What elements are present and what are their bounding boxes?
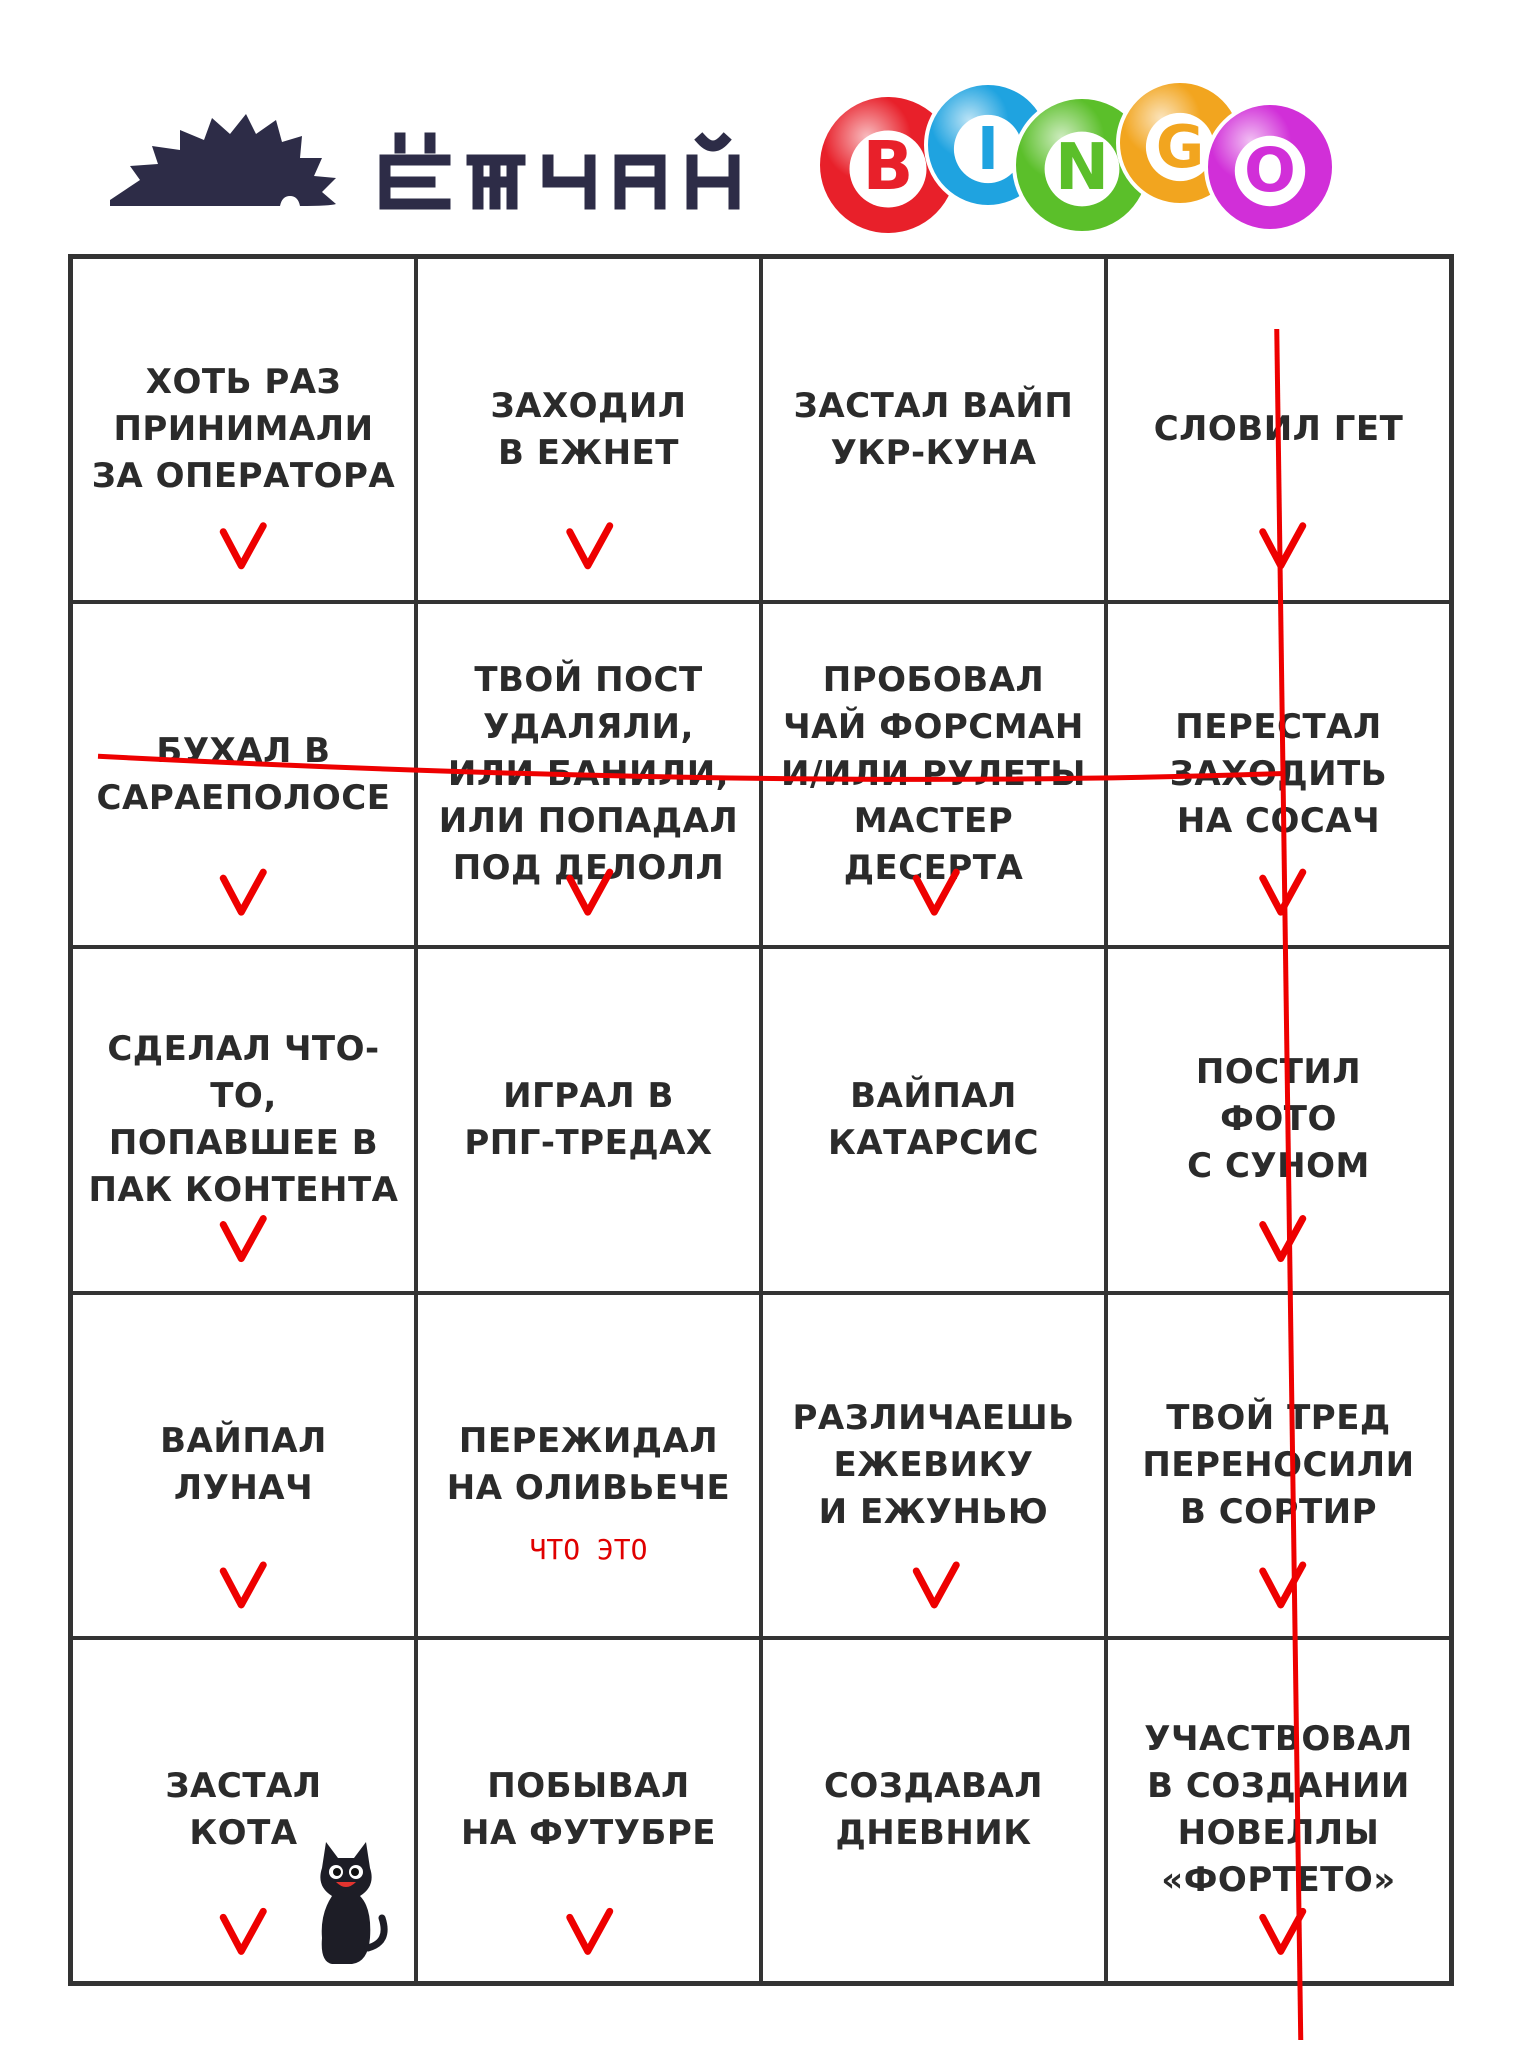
bingo-cell [1106,1638,1451,1983]
cell-text: ВАЙПАЛ КАТАРСИС [828,1075,1039,1163]
bingo-letter: B [862,127,914,205]
bingo-ball-o [1206,103,1334,231]
header [0,0,1522,250]
bingo-cell [416,1293,761,1638]
cell-text: ТВОЙ ТРЕД ПЕРЕНОСИЛИ В СОРТИР [1142,1397,1415,1532]
cell-text: БУХАЛ В САРАЕПОЛОСЕ [96,730,391,818]
cell-text: СДЕЛАЛ ЧТО-ТО, ПОПАВШЕЕ В ПАК КОНТЕНТА [88,1028,399,1210]
bingo-cell [71,602,416,947]
logo-wordmark [385,138,734,204]
cell-text: ВАЙПАЛ ЛУНАЧ [160,1421,327,1509]
hedgehog-icon [110,114,336,206]
bingo-cell [1106,602,1451,947]
cell-text: РАЗЛИЧАЕШЬ ЕЖЕВИКУ И ЕЖУНЬЮ [792,1397,1075,1532]
cell-text: ТВОЙ ПОСТ УДАЛЯЛИ, ИЛИ БАНИЛИ, ИЛИ ПОПАДАЛ ПОД ДЕЛОЛЛ [438,660,739,889]
cell-text: ПОБЫВАЛ НА ФУТУБРЕ [460,1766,716,1854]
bingo-cell [1106,947,1451,1292]
bingo-cell [416,947,761,1292]
cell-text: ХОТЬ РАЗ ПРИНИМАЛИ ЗА ОПЕРАТОРА [91,362,396,497]
bingo-cell [1106,257,1451,602]
bingo-cell [761,257,1106,602]
bingo-letter: N [1054,130,1110,205]
cell-text: СОЗДАВАЛ ДНЕВНИК [823,1766,1044,1854]
bingo-cell [416,1638,761,1983]
cell-text: УЧАСТВОВАЛ В СОЗДАНИИ НОВЕЛЛЫ «ФОРТЕТО» [1144,1719,1413,1901]
bingo-cell [71,1293,416,1638]
black-cat-sticker [312,1838,392,1968]
bingo-cell [1106,1293,1451,1638]
bingo-cell [761,602,1106,947]
bingo-cell [71,947,416,1292]
handwritten-note: ЧТО ЭТО [529,1532,648,1566]
cell-text: ЗАСТАЛ ВАЙП УКР-КУНА [793,385,1074,473]
cell-text: ПРОБОВАЛ ЧАЙ ФОРСМАН И/ИЛИ РУЛЕТЫ МАСТЕР ДЕСЕРТА [781,660,1086,889]
bingo-letter: I [977,114,999,183]
bingo-logo [810,55,1350,245]
bingo-cell [416,257,761,602]
bingo-cell [71,257,416,602]
cell-text: СЛОВИЛ ГЕТ [1153,409,1404,450]
bingo-letter: G [1155,112,1205,181]
cell-text: ИГРАЛ В РПГ-ТРЕДАХ [464,1075,713,1163]
cell-text: ПЕРЕЖИДАЛ НА ОЛИВЬЕЧЕ [446,1421,731,1509]
bingo-cell [761,1293,1106,1638]
ezhchan-logo [100,100,800,220]
bingo-letter: O [1244,136,1296,206]
cell-text: ПОСТИЛ ФОТО С СУНОМ [1187,1052,1370,1187]
bingo-cell [761,947,1106,1292]
cell-text: ПЕРЕСТАЛ ЗАХОДИТЬ НА СОСАЧ [1169,707,1388,842]
cell-text: ЗАСТАЛ КОТА [165,1766,322,1854]
cell-text: ЗАХОДИЛ В ЕЖНЕТ [490,385,687,473]
bingo-cell [761,1638,1106,1983]
bingo-cell [416,602,761,947]
bingo-grid [68,254,1454,1986]
